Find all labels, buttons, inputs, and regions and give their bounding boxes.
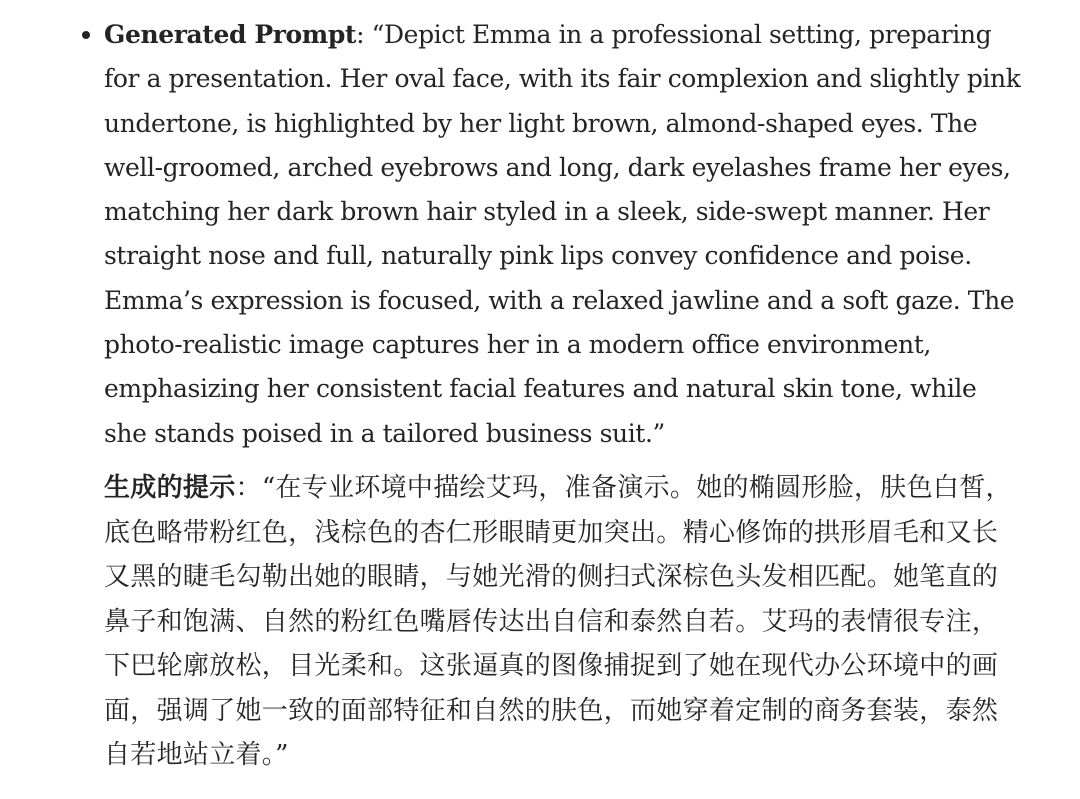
prompt-label-zh: 生成的提示 bbox=[104, 473, 236, 503]
prompt-text-en: : “Depict Emma in a professional setting, preparing for a presentation. Her oval face, with its fair complexion and slightly pink undertone, is highlighted by her light brown, almond-shaped eyes. The well-groomed, arched eyebrows and long, dark eyelashes frame her eyes, matching her dark brown hair styled in a sleek, side-swept manner. Her straight nose and full, naturally pink lips convey confidence and poise. Emma’s expression is focused, with a relaxed jawline and a soft gaze. The photo-realistic image captures her in a modern office environment, emphasizing her consistent facial features and natural skin tone, while she stands poised in a tailored business suit.” bbox=[104, 20, 1021, 448]
prompt-text-zh: ：“在专业环境中描绘艾玛，准备演示。她的椭圆形脸，肤色白皙，底色略带粉红色，浅棕色的杏仁形眼睛更加突出。精心修饰的拱形眉毛和又长又黑的睫毛勾勒出她的眼睛，与她光滑的侧扫式深棕色头发相匹配。她笔直的鼻子和饱满、自然的粉红色嘴唇传达出自信和泰然自若。艾玛的表情很专注，下巴轮廓放松，目光柔和。这张逼真的图像捕捉到了她在现代办公环境中的画面，强调了她一致的面部特征和自然的肤色，而她穿着定制的商务套装，泰然自若地站立着。” bbox=[104, 473, 1012, 770]
prompt-label-en: Generated Prompt bbox=[104, 20, 357, 49]
bullet-dot-icon bbox=[82, 31, 90, 39]
list-item bbox=[104, 13, 1024, 456]
prompt-paragraph-zh bbox=[104, 466, 1024, 778]
